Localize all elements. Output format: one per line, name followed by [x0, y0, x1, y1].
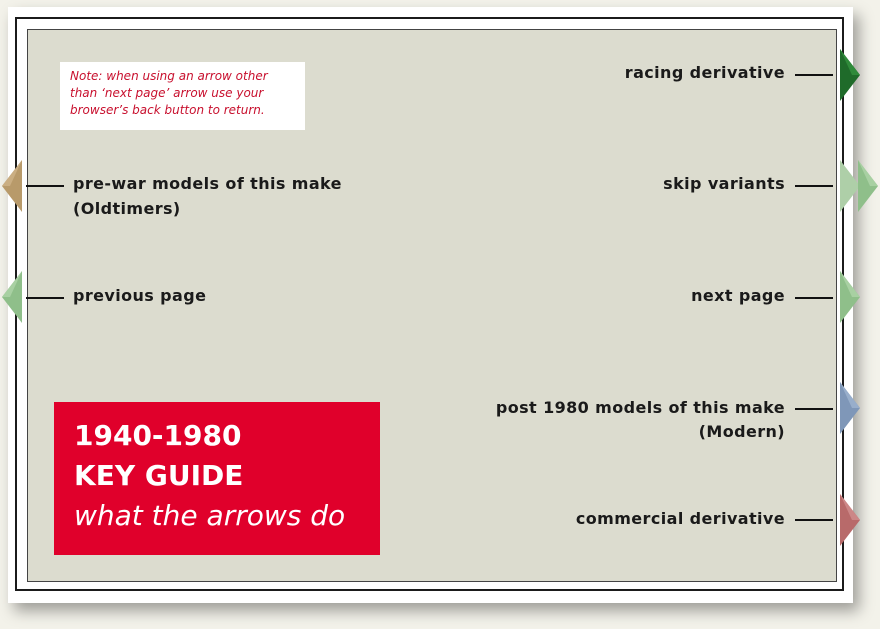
note-line-2: than ‘next page’ arrow use your	[70, 86, 264, 100]
racing-arrow-icon[interactable]	[840, 49, 860, 101]
previous-arrow-icon[interactable]	[2, 271, 22, 323]
racing-derivative-rule	[795, 74, 833, 76]
prewar-label-line2: (Oldtimers)	[73, 199, 181, 218]
racing-derivative-label: racing derivative	[624, 63, 785, 82]
skip-arrow-front-icon[interactable]	[858, 160, 878, 212]
prewar-arrow-icon[interactable]	[2, 160, 22, 212]
post1980-arrow-icon[interactable]	[840, 382, 860, 434]
previous-page-label: previous page	[73, 286, 207, 305]
note-line-1: Note: when using an arrow other	[70, 69, 268, 83]
key-title: KEY GUIDE	[74, 459, 244, 492]
previous-page-rule	[26, 297, 64, 299]
commercial-derivative-label: commercial derivative	[575, 509, 785, 528]
skip-variants-label: skip variants	[663, 174, 785, 193]
next-page-rule	[795, 297, 833, 299]
prewar-label-line1: pre-war models of this make	[73, 174, 342, 193]
next-page-label: next page	[691, 286, 785, 305]
commercial-derivative-rule	[795, 519, 833, 521]
skip-arrow-back-icon[interactable]	[840, 160, 860, 212]
skip-variants-rule	[795, 185, 833, 187]
note-box	[60, 62, 305, 130]
key-subtitle: what the arrows do	[74, 499, 346, 532]
post1980-label-line2: (Modern)	[698, 422, 785, 441]
next-arrow-icon[interactable]	[840, 271, 860, 323]
key-years: 1940-1980	[74, 419, 242, 452]
post1980-label-line1: post 1980 models of this make	[495, 398, 785, 417]
commercial-arrow-icon[interactable]	[840, 494, 860, 546]
prewar-rule	[26, 185, 64, 187]
note-line-3: browser’s back button to return.	[70, 103, 265, 117]
key-guide-box	[54, 402, 380, 555]
post1980-rule	[795, 408, 833, 410]
